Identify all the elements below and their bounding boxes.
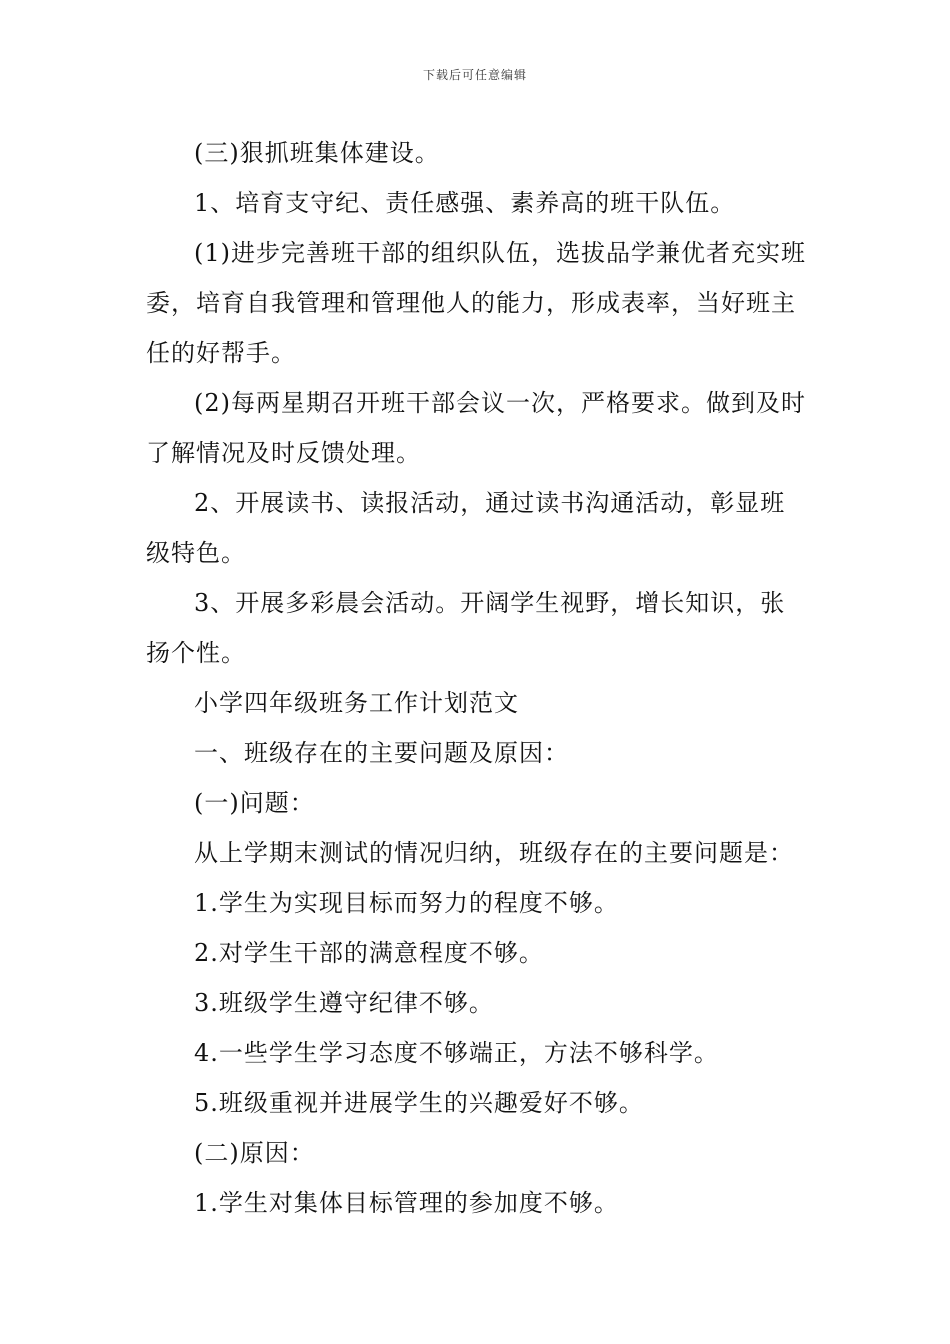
paragraph-document-title: 小学四年级班务工作计划范文	[194, 689, 519, 717]
paragraph-section-one-heading: 一、班级存在的主要问题及原因：	[194, 739, 569, 767]
paragraph-item-3: 3、开展多彩晨会活动。开阔学生视野，增长知识，张扬个性。	[146, 589, 786, 667]
paragraph-problem-4: 4.一些学生学习态度不够端正，方法不够科学。	[194, 1039, 719, 1067]
paragraph-problem-2: 2.对学生干部的满意程度不够。	[194, 939, 544, 967]
paragraph-subitem-1: (1)进步完善班干部的组织队伍，选拔品学兼优者充实班委，培育自我管理和管理他人的能力，形成表率，当好班主任的好帮手。	[146, 239, 806, 367]
paragraph-problem-1: 1.学生为实现目标而努力的程度不够。	[194, 889, 619, 917]
paragraph-problems-heading: (一)问题：	[194, 789, 315, 817]
paragraph-subitem-2: (2)每两星期召开班干部会议一次，严格要求。做到及时了解情况及时反馈处理。	[146, 389, 806, 467]
paragraph-problem-3: 3.班级学生遵守纪律不够。	[194, 989, 494, 1017]
paragraph-section-three-heading: (三)狠抓班集体建设。	[194, 139, 440, 167]
paragraph-item-2: 2、开展读书、读报活动，通过读书沟通活动，彰显班级特色。	[146, 489, 786, 567]
paragraph-cause-1: 1.学生对集体目标管理的参加度不够。	[194, 1189, 619, 1217]
paragraph-problems-intro: 从上学期末测试的情况归纳，班级存在的主要问题是：	[194, 839, 794, 867]
header-note: 下载后可任意编辑	[422, 68, 527, 82]
paragraph-item-1: 1、培育支守纪、责任感强、素养高的班干队伍。	[194, 189, 736, 217]
paragraph-causes-heading: (二)原因：	[194, 1139, 315, 1167]
document-body	[146, 128, 810, 1228]
paragraph-problem-5: 5.班级重视并进展学生的兴趣爱好不够。	[194, 1089, 644, 1117]
